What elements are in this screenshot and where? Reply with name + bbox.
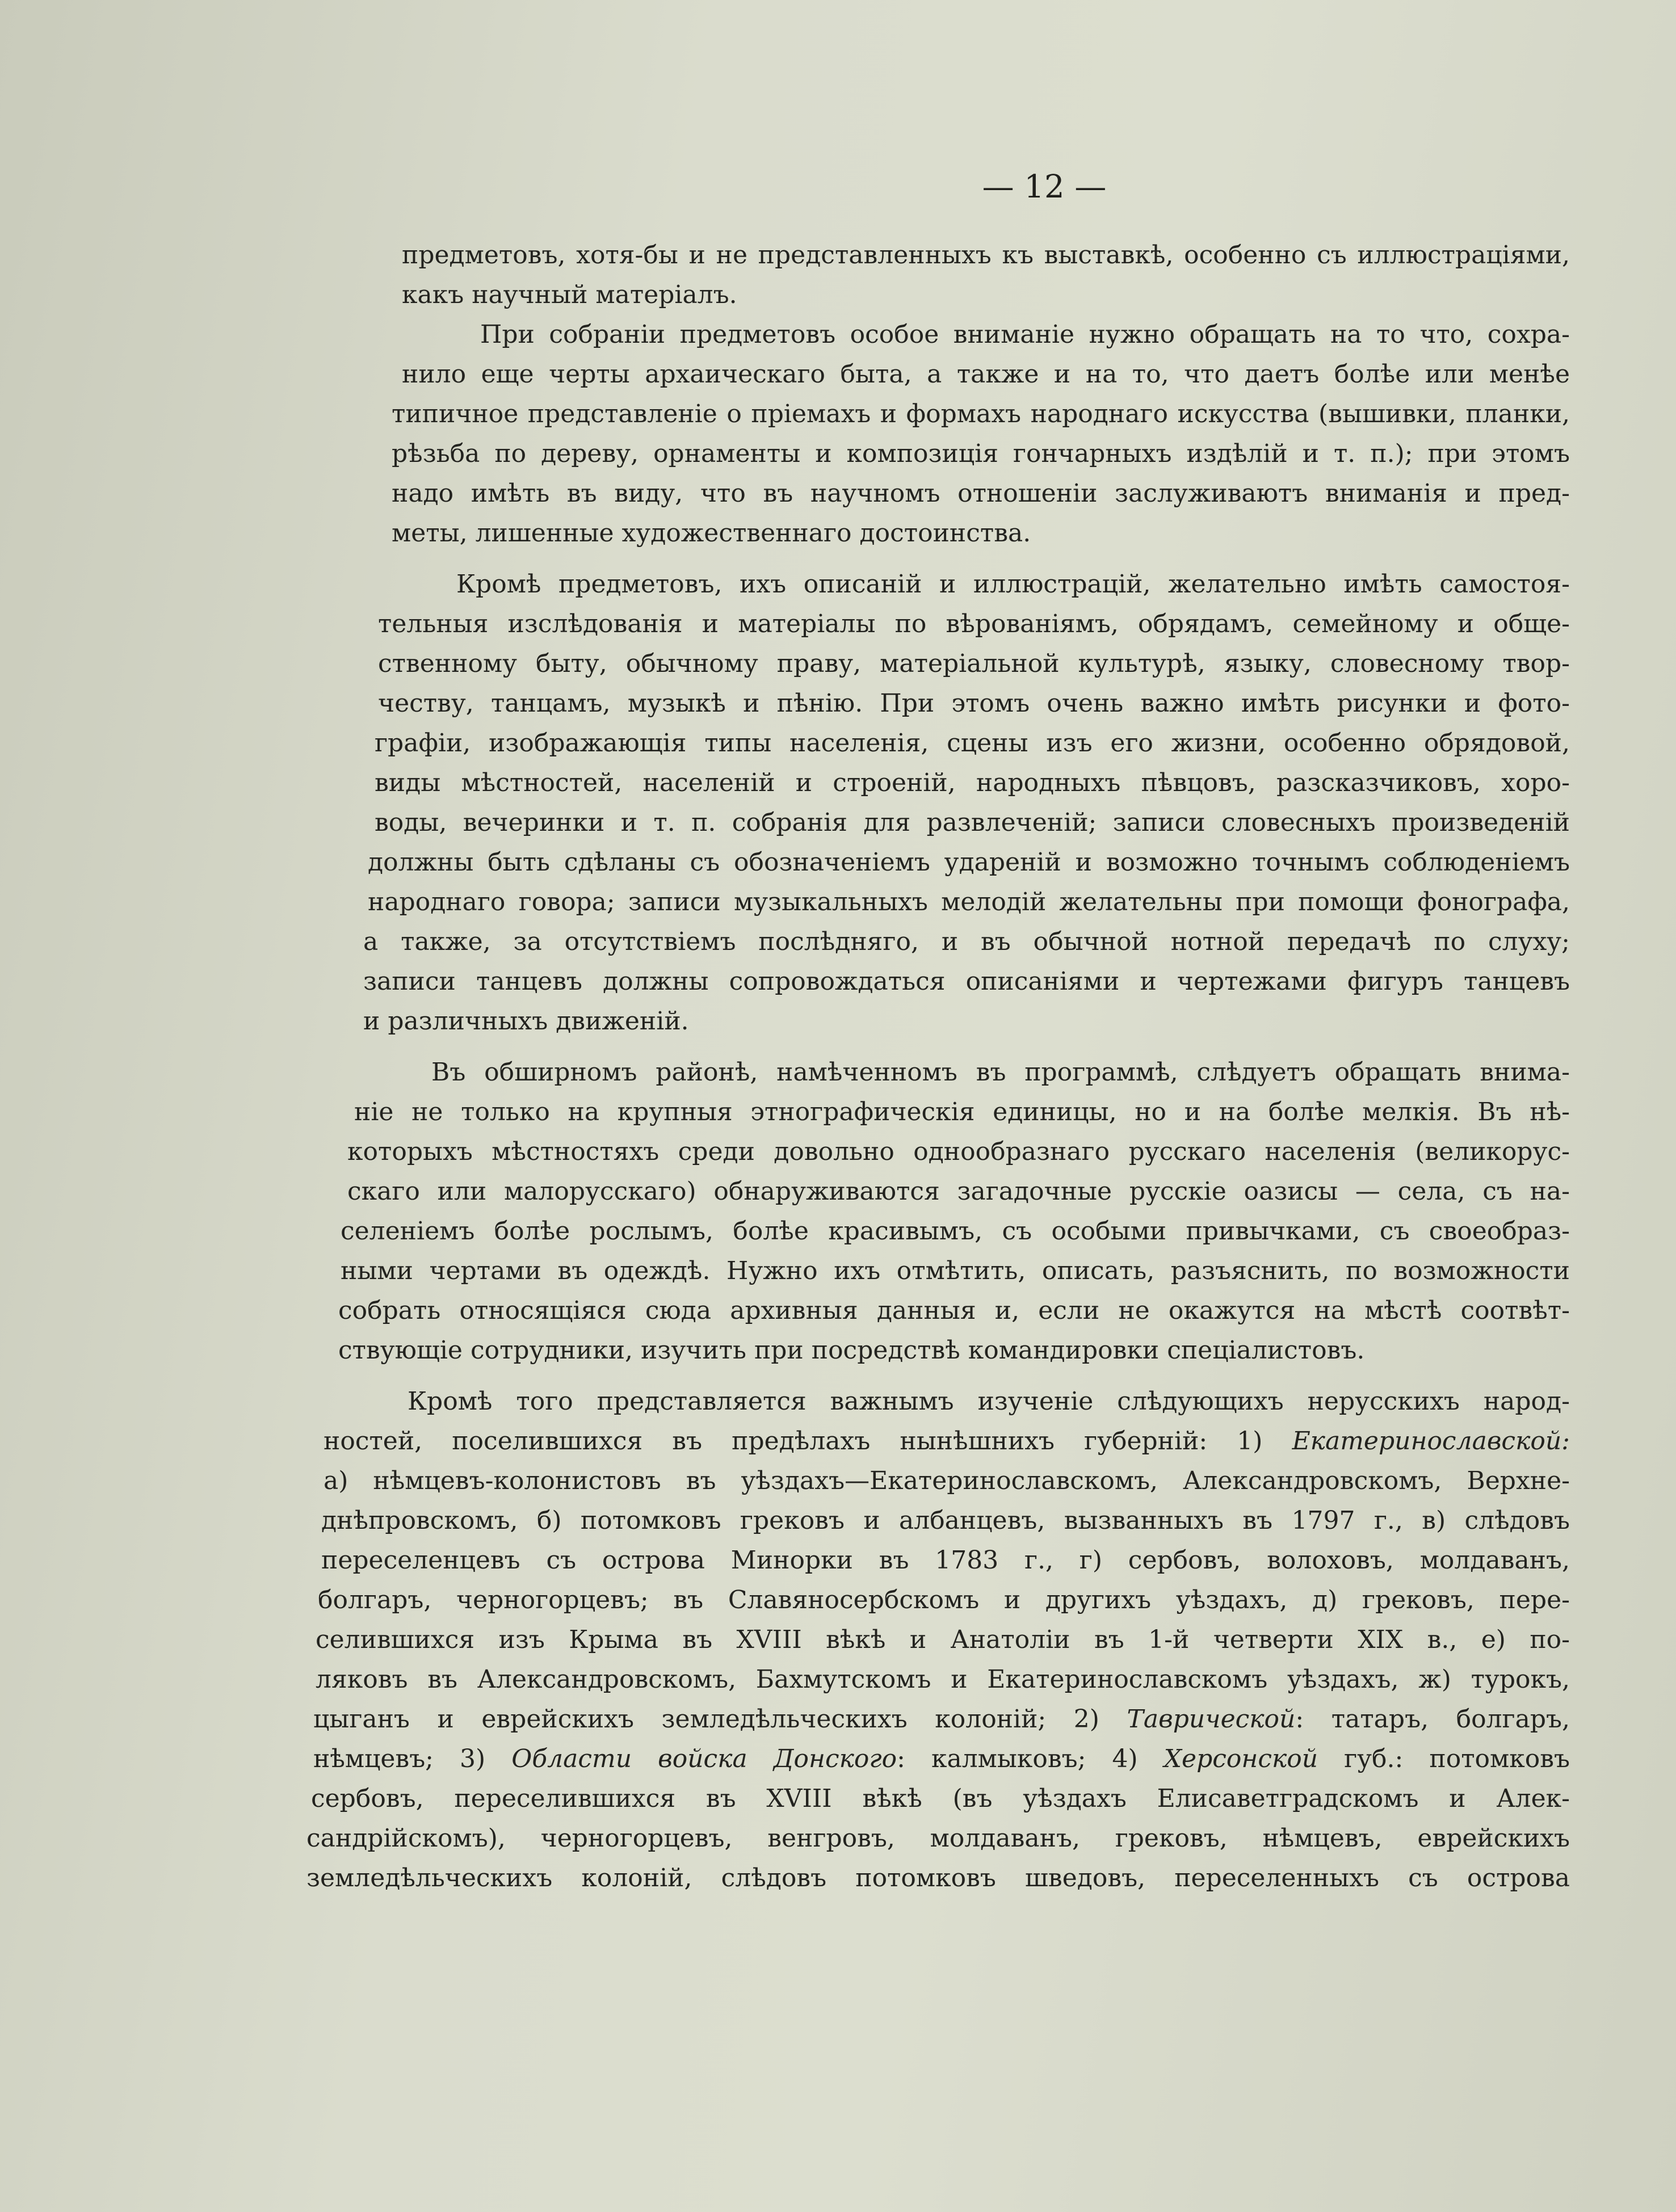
text-line bbox=[363, 965, 1570, 999]
text-line bbox=[321, 1544, 1570, 1578]
text-segment: собрать относящіяся сюда архивныя данныя и, если не окажутся на мѣстѣ соотвѣт- bbox=[338, 1296, 1570, 1325]
text-line bbox=[408, 1385, 1570, 1419]
text-segment: сербовъ, переселившихся въ XVIII вѣкѣ (въ уѣздахъ Елисаветградскомъ и Алек- bbox=[311, 1784, 1570, 1813]
text-segment: ствующіе сотрудники, изучить при посредствѣ командировки спеціалистовъ. bbox=[338, 1336, 1365, 1365]
text-line bbox=[338, 1334, 1570, 1368]
text-line bbox=[368, 846, 1570, 880]
text-line bbox=[347, 1175, 1570, 1209]
text-line bbox=[375, 806, 1570, 840]
page-number: — 12 — bbox=[982, 169, 1107, 205]
text-line bbox=[402, 358, 1570, 392]
text-segment: графіи, изображающія типы населенія, сцены изъ его жизни, особенно обрядовой, bbox=[375, 729, 1570, 758]
text-line bbox=[392, 477, 1570, 511]
text-line bbox=[341, 1214, 1570, 1248]
text-segment: селеніемъ болѣе рослымъ, болѣе красивымъ, съ особыми привычками, съ своеобраз- bbox=[341, 1217, 1570, 1246]
text-segment: а также, за отсутствіемъ послѣдняго, и въ обычной нотной передачѣ по слуху; bbox=[363, 927, 1570, 956]
text-segment: : калмыковъ; 4) bbox=[897, 1744, 1164, 1773]
text-segment: тельныя изслѣдованія и матеріалы по вѣрованіямъ, обрядамъ, семейному и обще- bbox=[378, 609, 1570, 638]
text-line bbox=[313, 1742, 1570, 1776]
text-line bbox=[311, 1782, 1570, 1816]
text-segment: воды, вечеринки и т. п. собранія для развлеченій; записи словесныхъ произведеній bbox=[375, 808, 1570, 837]
text-line bbox=[363, 925, 1570, 959]
text-segment: ностей, поселившихся въ предѣлахъ нынѣшнихъ губерній: 1) bbox=[324, 1427, 1292, 1456]
text-segment: какъ научный матеріалъ. bbox=[402, 280, 737, 309]
text-segment: ными чертами въ одеждѣ. Нужно ихъ отмѣтить, описать, разъяснить, по возможности bbox=[341, 1256, 1570, 1285]
text-segment: губ.: потомковъ bbox=[1318, 1744, 1570, 1773]
text-line bbox=[324, 1464, 1570, 1498]
text-line bbox=[402, 238, 1570, 272]
text-line bbox=[338, 1294, 1570, 1328]
text-line bbox=[368, 885, 1570, 919]
text-line bbox=[321, 1504, 1570, 1538]
text-segment: Кромѣ предметовъ, ихъ описаній и иллюстрацій, желательно имѣть самостоя- bbox=[456, 570, 1570, 599]
text-segment: селившихся изъ Крыма въ XVIII вѣкѣ и Анатоліи въ 1-й четверти XIX в., е) по- bbox=[316, 1625, 1570, 1654]
text-segment: земледѣльческихъ колоній, слѣдовъ потомковъ шведовъ, переселенныхъ съ острова bbox=[306, 1864, 1570, 1893]
text-line bbox=[316, 1623, 1570, 1657]
text-line bbox=[341, 1254, 1570, 1288]
italic-text-segment: Екатеринославской: bbox=[1292, 1427, 1570, 1456]
text-line bbox=[392, 397, 1570, 431]
text-segment: надо имѣть въ виду, что въ научномъ отношеніи заслуживаютъ вниманія и пред- bbox=[392, 479, 1570, 508]
text-line bbox=[378, 647, 1570, 681]
text-line bbox=[306, 1861, 1570, 1895]
text-segment: нѣмцевъ; 3) bbox=[313, 1744, 512, 1773]
text-line bbox=[431, 1055, 1570, 1090]
text-segment: ственному быту, обычному праву, матеріальной культурѣ, языку, словесному твор- bbox=[378, 649, 1570, 678]
text-segment: ляковъ въ Александровскомъ, Бахмутскомъ и Екатеринославскомъ уѣздахъ, ж) турокъ, bbox=[316, 1665, 1570, 1694]
text-line bbox=[378, 607, 1570, 641]
text-line bbox=[378, 687, 1570, 721]
text-segment: народнаго говора; записи музыкальныхъ мелодій желательны при помощи фонографа, bbox=[368, 888, 1570, 916]
text-segment: рѣзьба по дереву, орнаменты и композиція гончарныхъ издѣлій и т. п.); при этомъ bbox=[392, 439, 1570, 468]
text-line bbox=[324, 1424, 1570, 1458]
text-segment: скаго или малорусскаго) обнаруживаются загадочные русскіе оазисы — села, съ на- bbox=[347, 1177, 1570, 1206]
text-line bbox=[318, 1583, 1570, 1617]
text-segment: а) нѣмцевъ-колонистовъ въ уѣздахъ—Екатеринославскомъ, Александровскомъ, Верхне- bbox=[324, 1466, 1570, 1495]
text-segment: цыганъ и еврейскихъ земледѣльческихъ колоній; 2) bbox=[313, 1705, 1127, 1734]
text-segment: При собраніи предметовъ особое вниманіе нужно обращать на то что, сохра- bbox=[480, 320, 1570, 349]
text-segment: записи танцевъ должны сопровождаться описаніями и чертежами фигуръ танцевъ bbox=[363, 967, 1570, 996]
text-segment: нило еще черты архаическаго быта, а также и на то, что даетъ болѣе или менѣе bbox=[402, 360, 1570, 389]
text-line bbox=[480, 318, 1570, 352]
italic-text-segment: Херсонской bbox=[1163, 1744, 1318, 1773]
text-segment: меты, лишенные художественнаго достоинства. bbox=[392, 519, 1031, 548]
text-segment: предметовъ, хотя-бы и не представленныхъ къ выставкѣ, особенно съ иллюстраціями, bbox=[402, 241, 1570, 270]
text-line bbox=[354, 1095, 1570, 1129]
text-line bbox=[363, 1004, 761, 1038]
text-segment: переселенцевъ съ острова Минорки въ 1783 г., г) сербовъ, волоховъ, молдаванъ, bbox=[321, 1546, 1570, 1575]
text-segment: типичное представленіе о пріемахъ и формахъ народнаго искусства (вышивки, планки, bbox=[392, 399, 1570, 428]
text-line bbox=[456, 567, 1570, 602]
text-segment: которыхъ мѣстностяхъ среди довольно однообразнаго русскаго населенія (великорус- bbox=[347, 1137, 1570, 1166]
text-segment: сандрійскомъ), черногорцевъ, венгровъ, молдаванъ, грековъ, нѣмцевъ, еврейскихъ bbox=[306, 1824, 1570, 1853]
text-segment: честву, танцамъ, музыкѣ и пѣнію. При этомъ очень важно имѣть рисунки и фото- bbox=[378, 689, 1570, 718]
text-line bbox=[313, 1702, 1570, 1736]
text-line bbox=[316, 1663, 1570, 1697]
text-line bbox=[392, 437, 1570, 471]
text-segment: болгаръ, черногорцевъ; въ Славяносербскомъ и другихъ уѣздахъ, д) грековъ, пере- bbox=[318, 1586, 1570, 1614]
text-line bbox=[375, 766, 1570, 800]
text-line bbox=[402, 278, 799, 312]
text-line bbox=[375, 726, 1570, 760]
text-segment: должны быть сдѣланы съ обозначеніемъ удареній и возможно точнымъ соблюденіемъ bbox=[368, 848, 1570, 877]
text-segment: ніе не только на крупныя этнографическія единицы, но и на болѣе мелкія. Въ нѣ- bbox=[354, 1097, 1570, 1126]
text-segment: виды мѣстностей, населеній и строеній, народныхъ пѣвцовъ, разсказчиковъ, хоро- bbox=[375, 768, 1570, 797]
text-segment: и различныхъ движеній. bbox=[363, 1007, 689, 1036]
italic-text-segment: Области войска Донского bbox=[511, 1744, 897, 1773]
text-line bbox=[392, 516, 1073, 550]
text-segment: Въ обширномъ районѣ, намѣченномъ въ программѣ, слѣдуетъ обращать внима- bbox=[431, 1058, 1570, 1087]
text-segment: днѣпровскомъ, б) потомковъ грековъ и албанцевъ, вызванныхъ въ 1797 г., в) слѣдовъ bbox=[321, 1506, 1570, 1535]
text-line bbox=[347, 1135, 1570, 1169]
text-line bbox=[306, 1822, 1570, 1856]
text-segment: Кромѣ того представляется важнымъ изученіе слѣдующихъ нерусскихъ народ- bbox=[408, 1387, 1570, 1416]
italic-text-segment: Таврической bbox=[1127, 1705, 1296, 1734]
text-segment: : татаръ, болгаръ, bbox=[1295, 1705, 1570, 1734]
